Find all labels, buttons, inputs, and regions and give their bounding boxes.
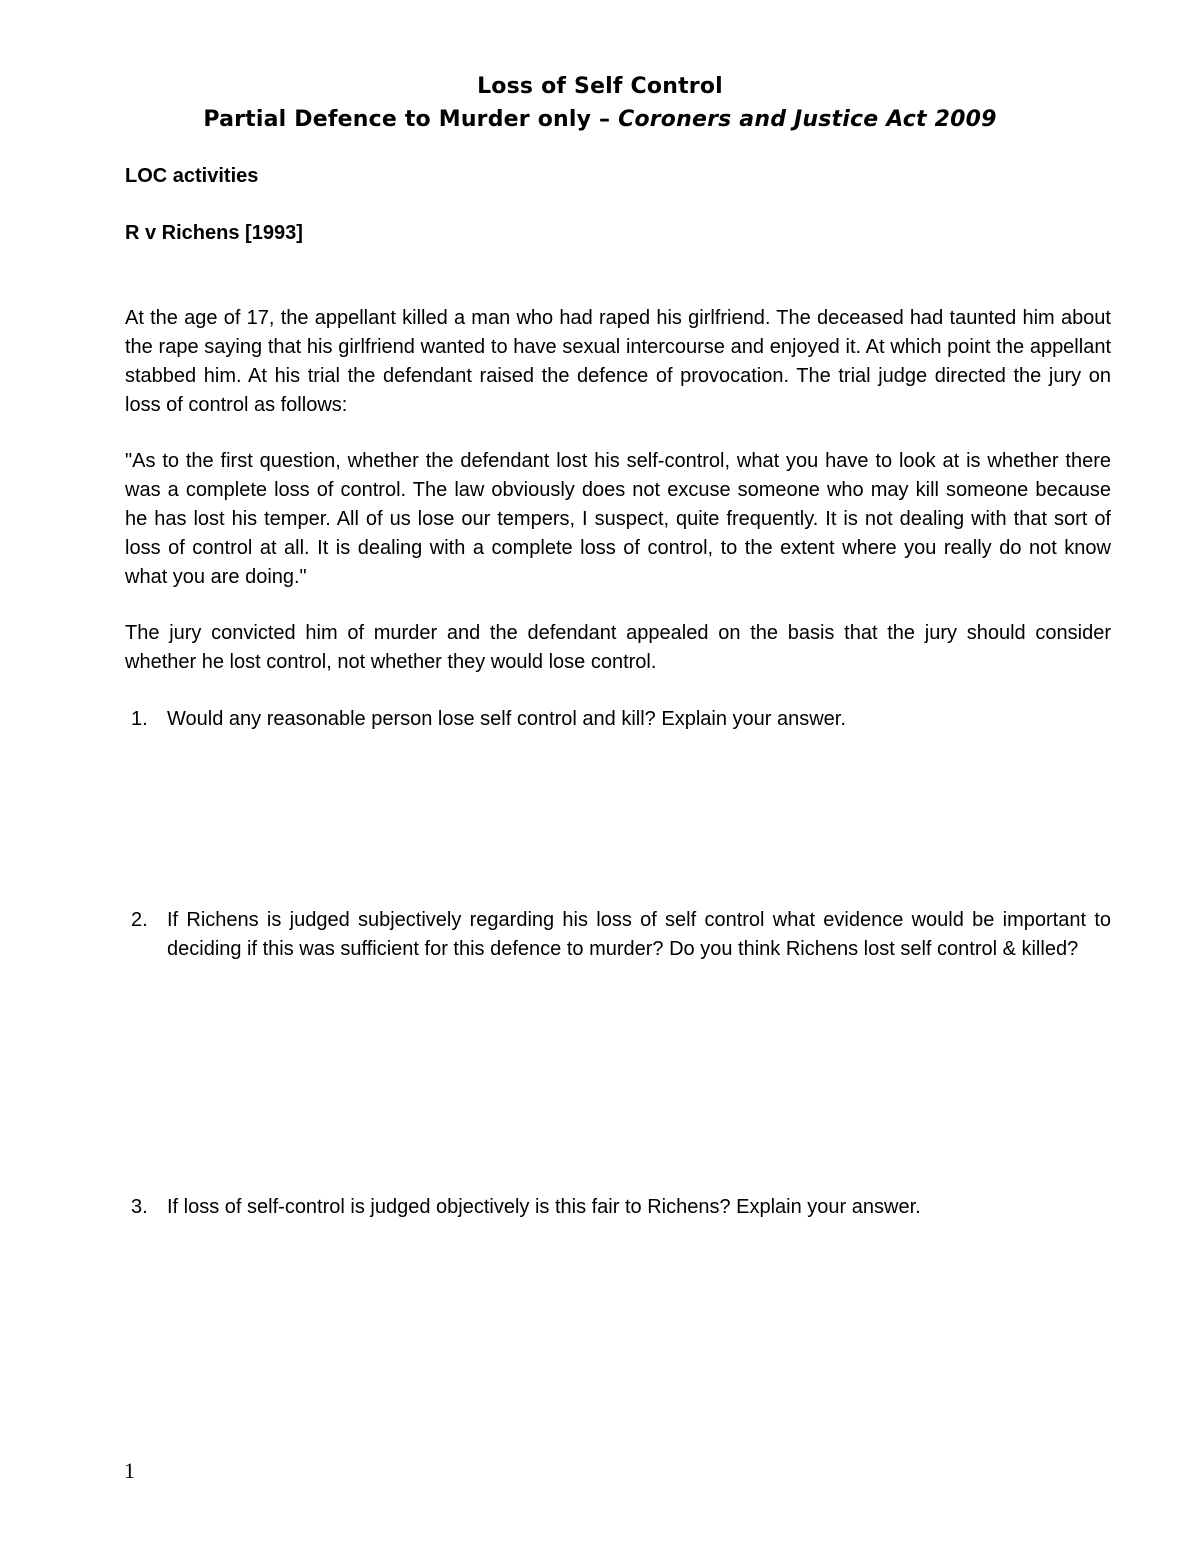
subtitle-act: Coroners and Justice Act 2009 xyxy=(618,107,997,132)
activities-heading: LOC activities xyxy=(125,165,259,187)
subtitle-plain: Partial Defence to Murder only – xyxy=(203,107,619,132)
case-facts-paragraph: At the age of 17, the appellant killed a man who had raped his girlfriend. The deceased had taunted him about the rape saying that his girlfriend wanted to have sexual intercourse and enjoyed it. At which point the appellant stabbed him. At his trial the defendant raised the defence of provocation. The trial judge directed the jury on loss of control as follows: xyxy=(125,307,1111,416)
appeal-paragraph: The jury convicted him of murder and the defendant appealed on the basis that the jury should consider whether he lost control, not whether they would lose control. xyxy=(125,622,1111,673)
question-item xyxy=(125,906,1111,964)
page-number: 1 xyxy=(124,1458,135,1483)
question-number: 1. xyxy=(131,708,148,730)
document-subtitle xyxy=(0,107,1200,132)
question-text: If Richens is judged subjectively regarding his loss of self control what evidence would be important to deciding if this was sufficient for this defence to murder? Do you think Richens lost self control & killed? xyxy=(167,909,1111,960)
document-title: Loss of Self Control xyxy=(477,74,723,99)
question-number: 2. xyxy=(131,909,148,931)
question-text: Would any reasonable person lose self control and kill? Explain your answer. xyxy=(167,708,846,730)
question-number: 3. xyxy=(131,1196,148,1218)
question-text: If loss of self-control is judged objectively is this fair to Richens? Explain your answer. xyxy=(167,1196,921,1218)
judge-direction-quote: "As to the first question, whether the defendant lost his self-control, what you have to look at is whether there was a complete loss of control. The law obviously does not excuse someone who may kill someone because he has lost his temper. All of us lose our tempers, I suspect, quite frequently. It is not dealing with that sort of loss of control at all. It is dealing with a complete loss of control, to the extent where you really do not know what you are doing." xyxy=(125,450,1111,588)
case-heading: R v Richens [1993] xyxy=(125,222,303,244)
question-item xyxy=(125,705,1111,734)
question-item xyxy=(125,1193,1111,1222)
